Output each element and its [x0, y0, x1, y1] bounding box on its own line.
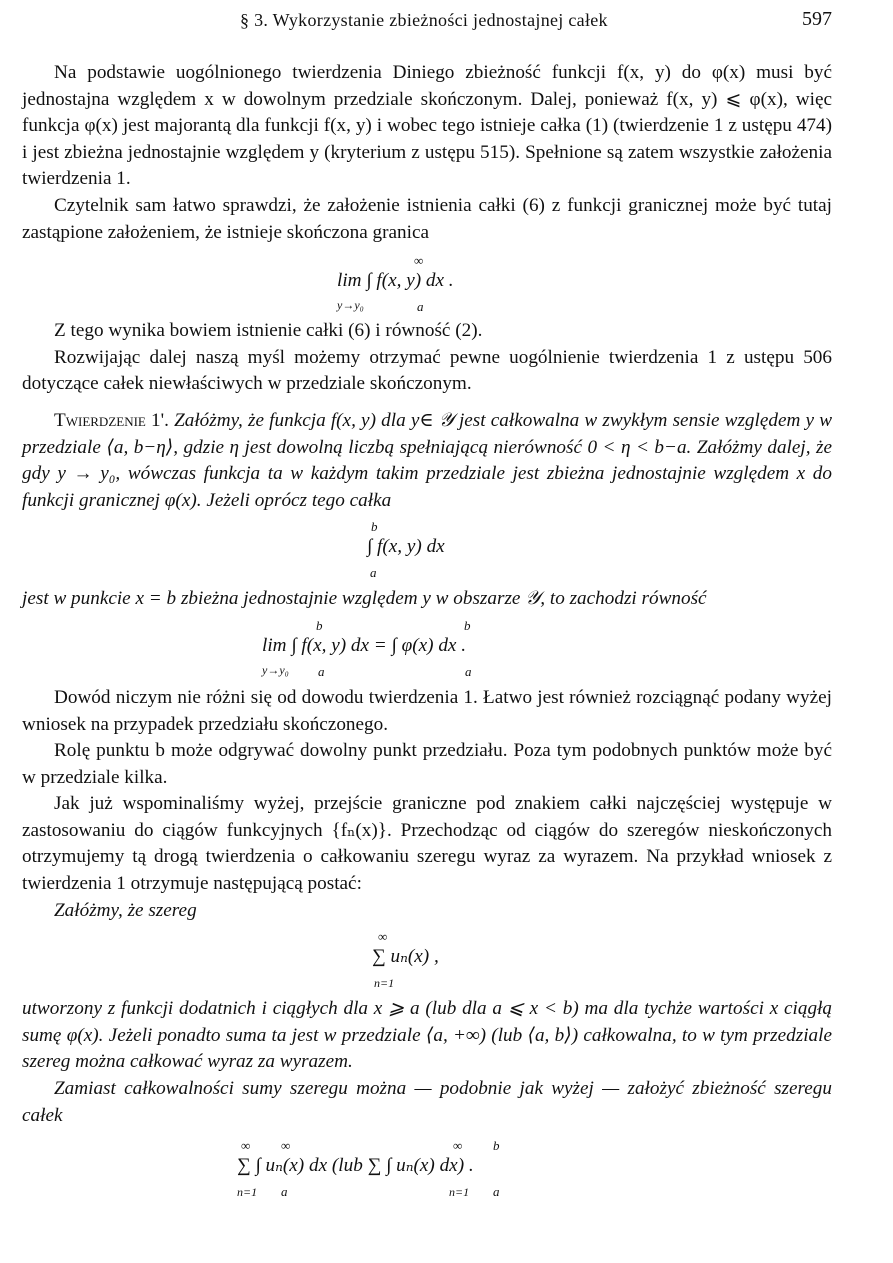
formula-4-upper: ∞: [378, 929, 388, 945]
paragraph-5: Dowód niczym nie różni się od dowodu twierdzenia 1. Łatwo jest również rozciągnąć podany wyżej wniosek na przypadek przedziału skończonego.: [22, 686, 832, 735]
paragraph-8: Załóżmy, że szereg: [54, 899, 197, 921]
paragraph-3: Z tego wynika bowiem istnienie całki (6) i równość (2).: [54, 320, 483, 342]
theorem-text: Załóżmy, że funkcja f(x, y) dla y∈ 𝒴 jest całkowalna w zwykłym sensie względem y w przedziale ⟨a, b−η⟩, gdzie η jest dowolną liczbą spełniającą nierówność 0 < η < b−a. Załóżmy dalej, że gdy y → y₀, wówczas funkcja ta w każdym takim przedziale jest zbieżna jednostajnie względem x do funkcji granicznej φ(x). Jeżeli oprócz tego całka: [22, 409, 832, 511]
paragraph-7: Jak już wspominaliśmy wyżej, przejście graniczne pod znakiem całki najczęściej występuje w zastosowaniu do ciągów funkcyjnych {fₙ(x)}. Przechodząc od ciągów do szeregów nieskończonych otrzymujemy tą drogą twierdzenia o całkowaniu szeregu wyraz za wyrazem. Na przykład wniosek z twierdzenia 1 otrzymuje następującą postać:: [22, 793, 832, 895]
formula-5-upper-1: ∞: [241, 1138, 251, 1154]
formula-5-lower-4: a: [493, 1184, 500, 1200]
formula-3-lower-right: a: [465, 663, 472, 679]
formula-3-main: lim ∫ f(x, y) dx = ∫ φ(x) dx .: [262, 634, 467, 656]
formula-1-lower-lim: y→y₀: [337, 298, 364, 313]
formula-2-lower: a: [370, 565, 377, 581]
formula-5-main: ∑ ∫ uₙ(x) dx (lub ∑ ∫ uₙ(x) dx) .: [237, 1155, 474, 1177]
formula-limit-integral: [22, 252, 832, 314]
page-body: [22, 60, 832, 1201]
formula-5-upper-3: ∞: [453, 1138, 463, 1154]
paragraph-6: Rolę punktu b może odgrywać dowolny punkt przedziału. Poza tym podobnych punktów może być w przedziale kilka.: [22, 740, 832, 788]
theorem-1-prime: [22, 408, 832, 514]
formula-4-main: ∑ uₙ(x) ,: [372, 946, 439, 968]
paragraph-2: Czytelnik sam łatwo sprawdzi, że założenie istnienia całki (6) z funkcji granicznej może być tutaj zastąpione założeniem, że istnieje skończona granica: [22, 194, 832, 243]
paragraph-1: Na podstawie uogólnionego twierdzenia Diniego zbieżność funkcji f(x, y) do φ(x) musi być jednostajna względem x w dowolnym przedziale skończonym. Dalej, ponieważ f(x, y) ⩽ φ(x), więc funkcja φ(x) jest majorantą dla funkcji f(x, y) i wobec tego istnieje całka (1) (twierdzenie 1 z ustępu 474) i jest zbieżna jednostajnie względem y (kryterium z ustępu 515). Spełnione są zatem wszystkie założenia twierdzenia 1.: [22, 62, 832, 190]
formula-3-upper-left: b: [316, 617, 323, 633]
theorem-label: Twierdzenie 1'.: [54, 409, 169, 431]
formula-2-main: ∫ f(x, y) dx: [367, 536, 445, 558]
formula-series: [22, 926, 832, 992]
theorem-text-continued: jest w punkcie x = b zbieżna jednostajnie względem y w obszarze 𝒴, to zachodzi równość: [22, 588, 707, 610]
formula-limit-equality: [22, 617, 832, 679]
formula-5-lower-1: n=1: [237, 1185, 258, 1200]
formula-2-upper: b: [371, 519, 378, 535]
page-number: 597: [802, 8, 832, 30]
formula-1-upper: ∞: [414, 253, 424, 269]
formula-integral-a-b: [22, 518, 832, 580]
paragraph-9: utworzony z funkcji dodatnich i ciągłych dla x ⩾ a (lub dla a ⩽ x < b) ma dla tychże wartości x ciągłą sumę φ(x). Jeżeli ponadto suma ta jest w przedziale ⟨a, +∞) (lub ⟨a, b⟩) całkowalna, to w tym przedziale szereg można całkować wyraz za wyrazem.: [22, 998, 832, 1073]
formula-5-upper-2: ∞: [281, 1138, 291, 1154]
formula-5-upper-4: b: [493, 1138, 500, 1154]
formula-4-lower: n=1: [374, 976, 395, 991]
formula-1-lower-int: a: [417, 299, 424, 315]
running-title: § 3. Wykorzystanie zbieżności jednostajnej całek: [240, 10, 608, 30]
paragraph-10: Zamiast całkowalności sumy szeregu można — podobnie jak wyżej — założyć zbieżność szeregu całek: [22, 1078, 832, 1126]
formula-series-of-integrals: [22, 1137, 832, 1201]
paragraph-4: Rozwijając dalej naszą myśl możemy otrzymać pewne uogólnienie twierdzenia 1 z ustępu 506 dotyczące całek niewłaściwych w przedziale skończonym.: [22, 346, 832, 395]
formula-5-lower-2: a: [281, 1184, 288, 1200]
page-header: [22, 6, 832, 34]
formula-5-lower-3: n=1: [449, 1185, 470, 1200]
formula-3-lower-lim: y→y₀: [262, 662, 289, 677]
formula-3-lower-left: a: [318, 663, 325, 679]
formula-1-main: lim ∫ f(x, y) dx .: [337, 270, 454, 292]
formula-3-upper-right: b: [464, 617, 471, 633]
